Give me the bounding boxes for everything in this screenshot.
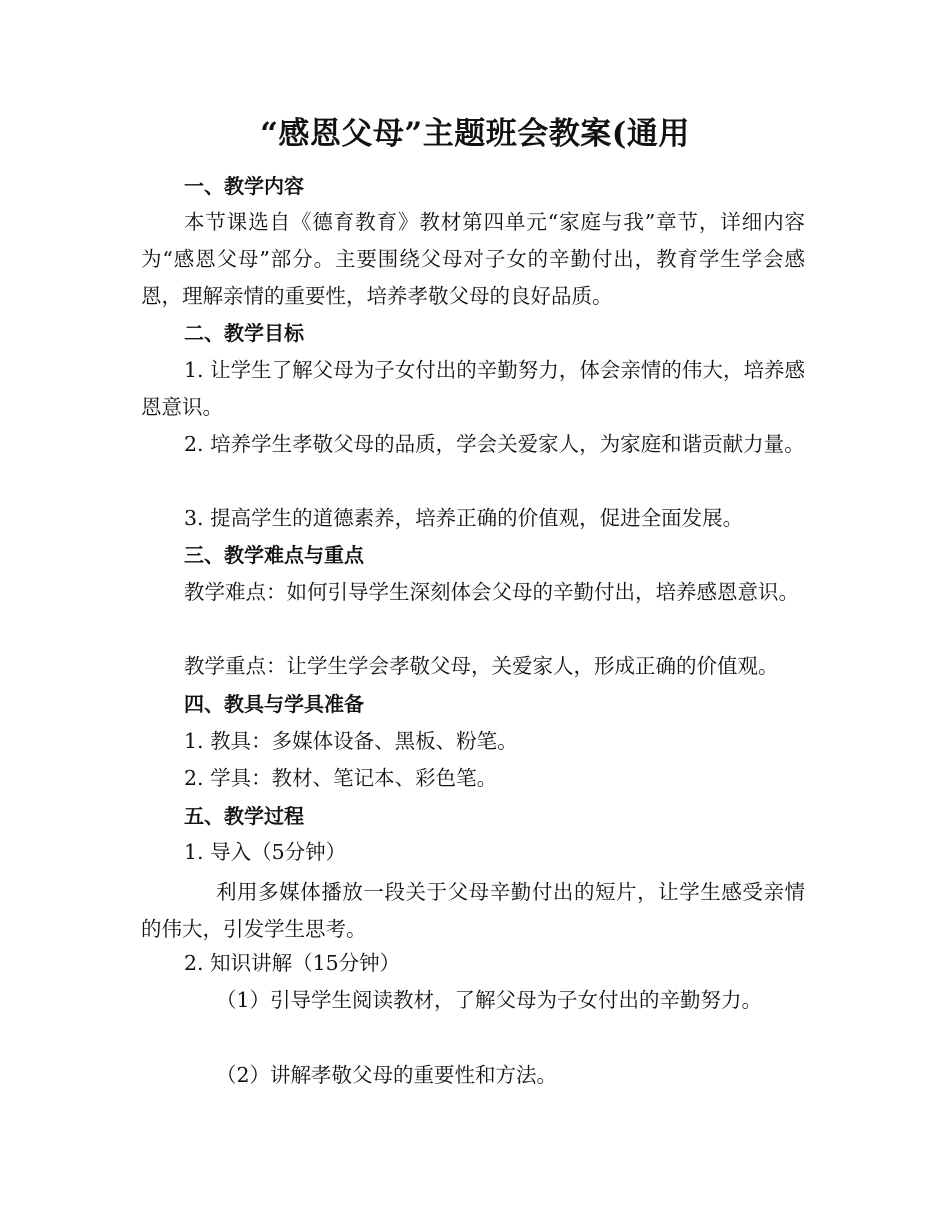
section-heading-process: 五、教学过程 [184, 804, 304, 828]
section-content-paragraph: 本节课选自《德育教育》教材第四单元“家庭与我”章节，详细内容为“感恩父母”部分。主要围绕父母对子女的辛勤付出，教育学生学会感恩，理解亲情的重要性，培养孝敬父母的良好品质。 [141, 210, 805, 308]
process-step-1-body: 利用多媒体播放一段关于父母辛勤付出的短片，让学生感受亲情的伟大，引发学生思考。 [141, 880, 805, 941]
document-title: “感恩父母”主题班会教案(通用 [260, 116, 690, 152]
objective-item-1: 1. 让学生了解父母为子女付出的辛勤努力，体会亲情的伟大，培养感恩意识。 [141, 358, 805, 419]
process-step-2-sub-1: （1）引导学生阅读教材，了解父母为子女付出的辛勤努力。 [216, 988, 763, 1012]
objective-item-2: 2. 培养学生孝敬父母的品质，学会关爱家人，为家庭和谐贡献力量。 [184, 432, 805, 456]
section-heading-content: 一、教学内容 [184, 174, 304, 198]
objective-item-3: 3. 提高学生的道德素养，培养正确的价值观，促进全面发展。 [184, 506, 744, 530]
section-heading-objectives: 二、教学目标 [184, 321, 304, 345]
section-heading-difficulties: 三、教学难点与重点 [184, 543, 364, 567]
process-step-1-title: 1. 导入（5分钟） [184, 840, 347, 864]
process-step-2-sub-2: （2）讲解孝敬父母的重要性和方法。 [216, 1063, 558, 1087]
process-step-2-title: 2. 知识讲解（15分钟） [184, 951, 401, 975]
preparation-item-student: 2. 学具：教材、笔记本、彩色笔。 [184, 766, 498, 790]
key-point-text: 教学重点：让学生学会孝敬父母，关爱家人，形成正确的价值观。 [184, 654, 779, 678]
difficulty-text: 教学难点：如何引导学生深刻体会父母的辛勤付出，培养感恩意识。 [184, 580, 799, 604]
section-heading-preparation: 四、教具与学具准备 [184, 692, 364, 716]
preparation-item-teacher: 1. 教具：多媒体设备、黑板、粉笔。 [184, 729, 518, 753]
